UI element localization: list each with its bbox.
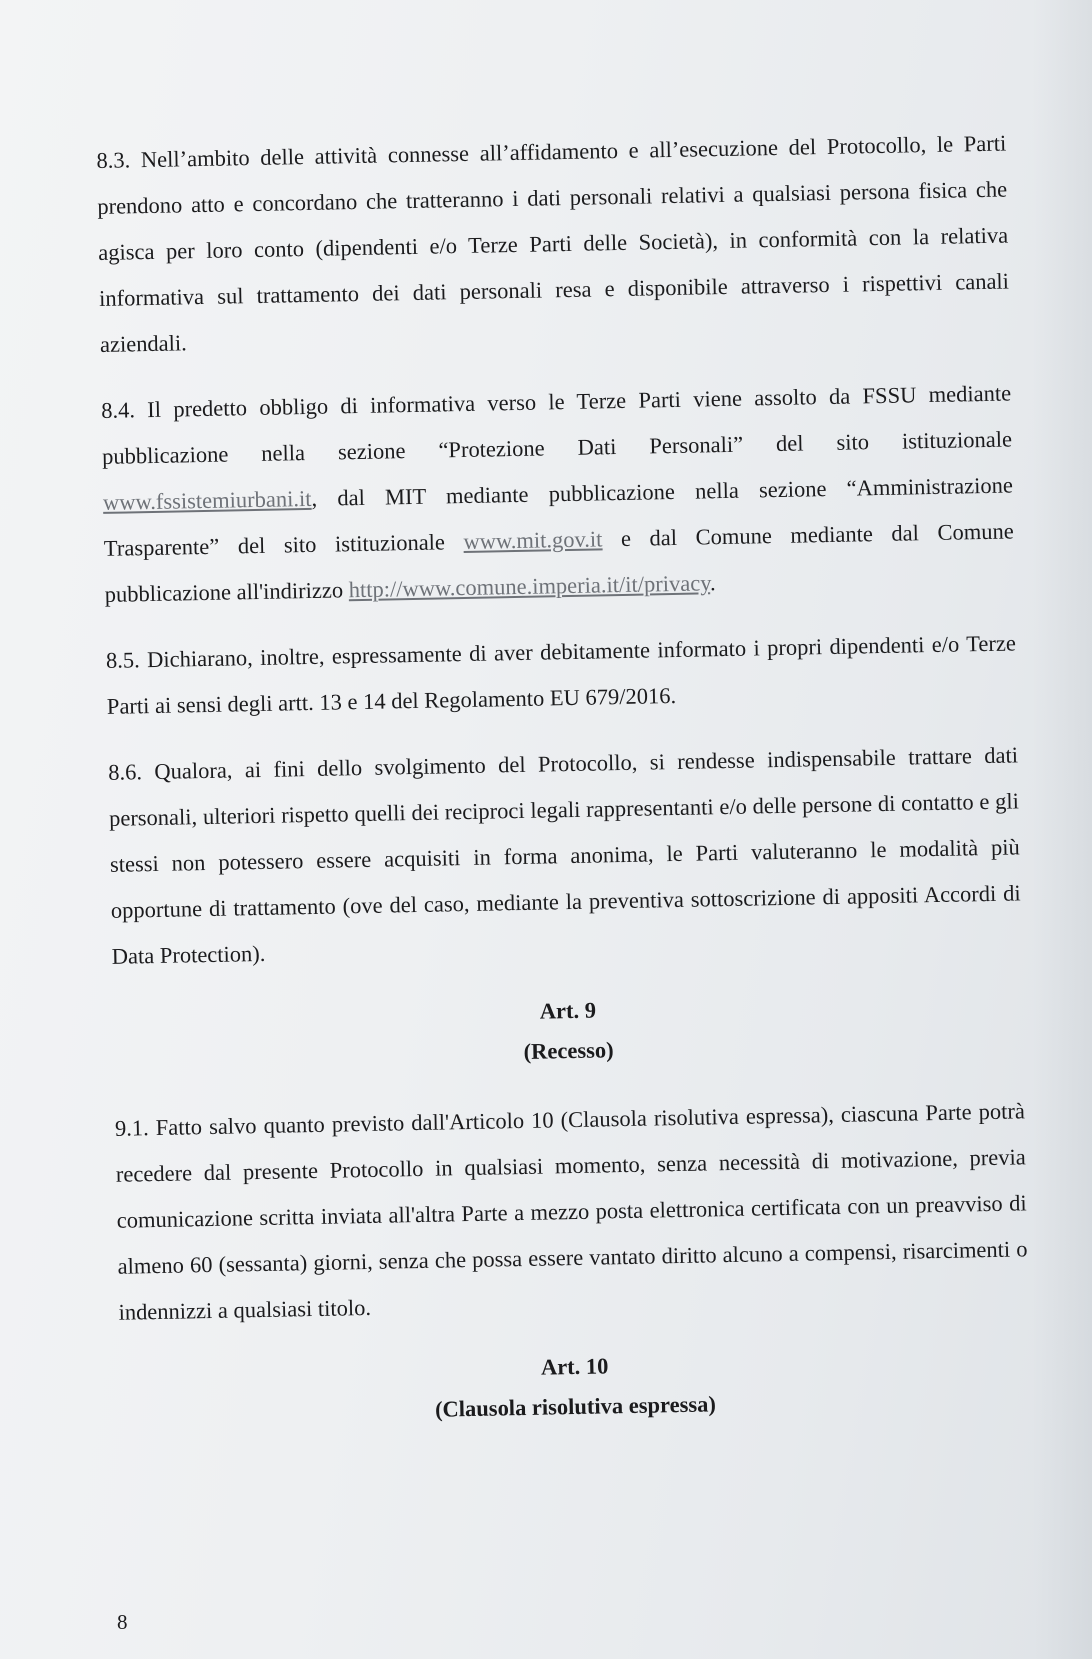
article-10-subheading: (Clausola risolutiva espressa) [434,1391,717,1422]
link-mit[interactable]: www.mit.gov.it [463,526,603,555]
paragraph-8-6: 8.6. Qualora, ai fini dello svolgimento del Protocollo, si rendesse indispensabile trattare dati personali, ulteriori rispetto quelli dei reciproci legali rappresentanti e/o delle persone di contatto e gli stessi non potessero essere acquisiti in forma anonima, le Parti valuteranno le modalità più opportune di trattamento (ove del caso, mediante la preventiva sottoscrizione di appositi Accordi di Data Protection). [107,742,1021,969]
article-9-heading-block [113,982,1024,1079]
paragraph-9-1: 9.1. Fatto salvo quanto previsto dall'Articolo 10 (Clausola risolutiva espressa), ciascuna Parte potrà recedere dal presente Protocollo in qualsiasi momento, senza necessità di motivazione, previa comunicazione scritta inviata all'altra Parte a mezzo posta elettronica certificata con un preavviso di almeno 60 (sessanta) giorni, senza che possa essere vantato diritto alcuno a compensi, risarcimenti o indennizzi a qualsiasi titolo. [114,1098,1028,1325]
article-10-heading: Art. 10 [540,1353,609,1380]
link-comune-imperia-privacy[interactable]: http://www.comune.imperia.it/it/privacy [348,570,711,603]
page-content [96,121,1031,1462]
article-9-heading: Art. 9 [539,997,597,1024]
article-10-heading-block [119,1338,1030,1435]
paragraph-8-3: 8.3. Nell’ambito delle attività connesse all’affidamento e all’esecuzione del Protocollo, le Parti prendono atto e concordano che tratteranno i dati personali relativi a qualsiasi persona fisica che agisca per loro conto (dipendenti e/o Terze Parti delle Società), in conformità con la relativa informativa sul trattamento dei dati personali resa e disponibile attraverso i rispettivi canali aziendali. [96,130,1010,357]
paragraph-8-4-text-4: . [709,570,716,596]
paragraph-8-4 [101,370,1015,617]
article-9-subheading: (Recesso) [523,1037,614,1064]
paragraph-8-4-text-2: , dal MIT mediante pubblicazione nella sezione “Amministrazione Trasparente” del sito istituzionale [103,472,1014,561]
page-number: 8 [117,1610,128,1634]
link-fssistemiurbani[interactable]: www.fssistemiurbani.it [102,485,312,515]
paragraph-8-4-text-3: e dal Comune mediante dal Comune pubblicazione all'indirizzo [104,518,1014,607]
paragraph-8-5: 8.5. Dichiarano, inoltre, espressamente di aver debitamente informato i propri dipendenti e/o Terze Parti ai sensi degli artt. 13 e 14 del Regolamento EU 679/2016. [105,630,1017,719]
paragraph-8-4-text-1: 8.4. Il predetto obbligo di informativa verso le Terze Parti viene assolto da FSSU mediante pubblicazione nella sezione “Protezione Dati Personali” del sito istituzionale [100,380,1013,469]
